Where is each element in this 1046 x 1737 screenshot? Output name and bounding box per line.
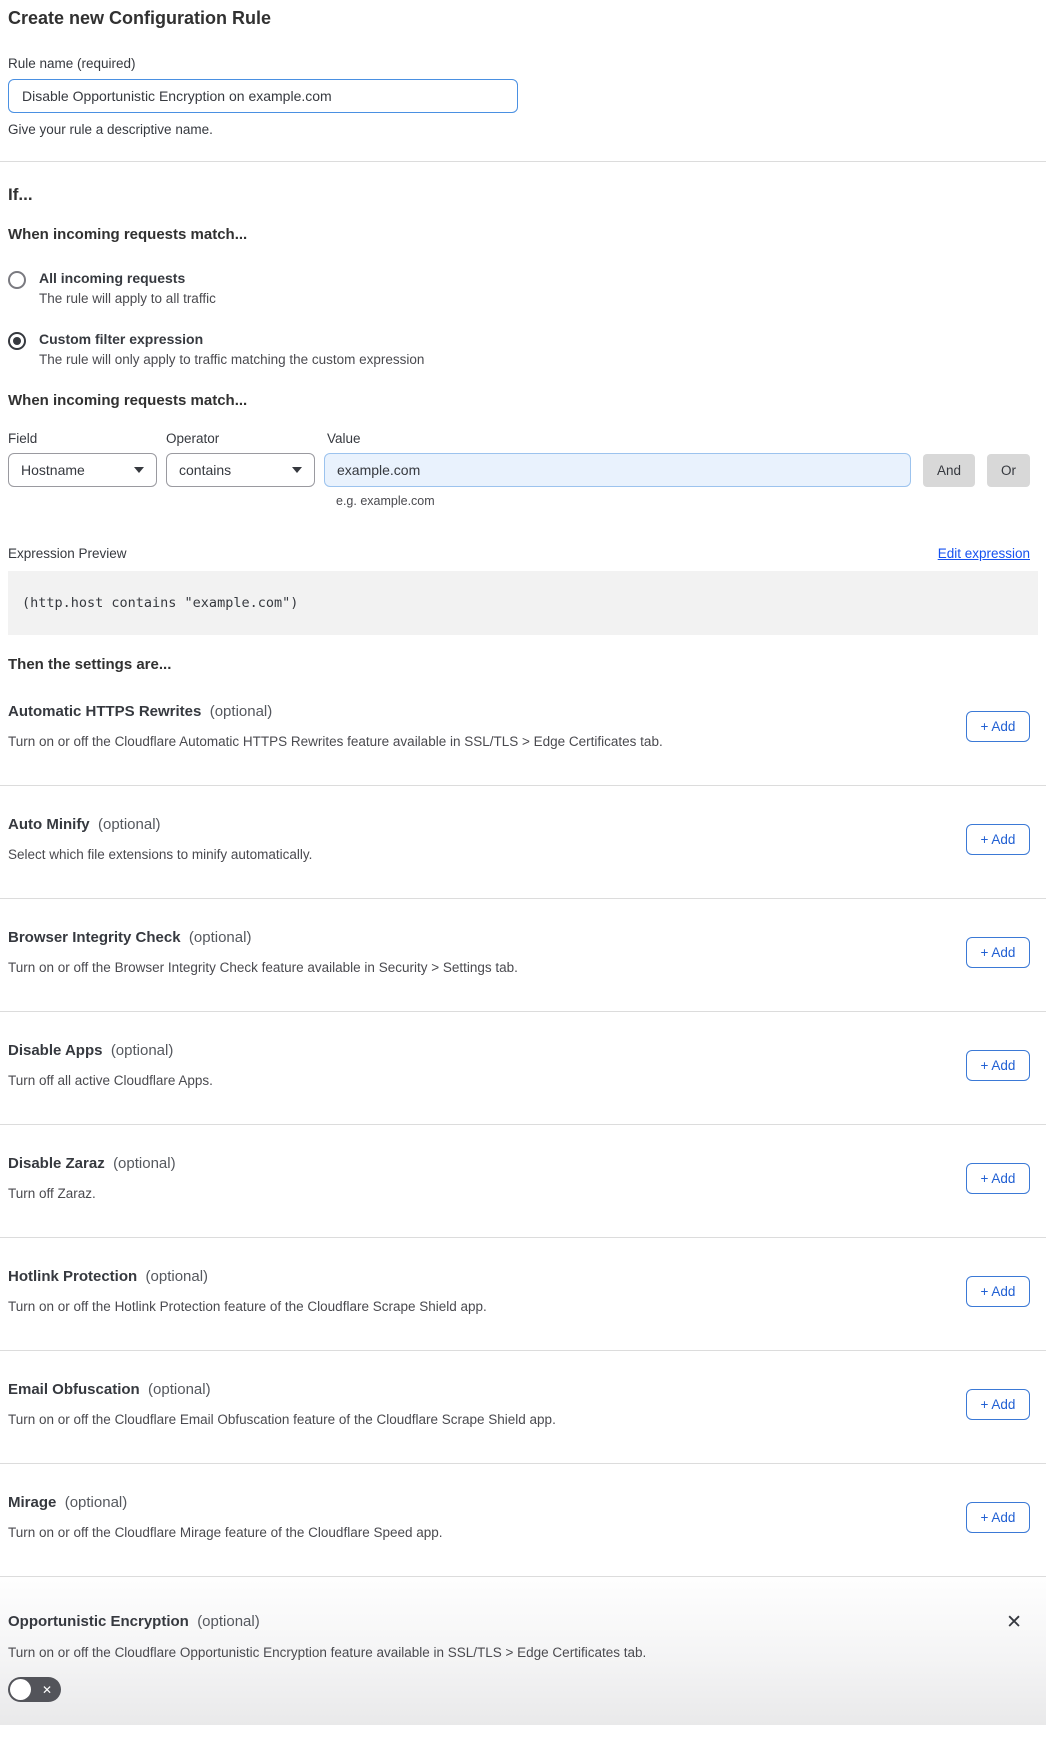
setting-description: Turn off Zaraz. (8, 1186, 96, 1201)
setting-title-row (8, 1268, 487, 1285)
add-setting-button[interactable]: + Add (966, 711, 1030, 742)
setting-item (0, 899, 1046, 1012)
value-hint: e.g. example.com (336, 494, 435, 508)
expression-builder-heading: When incoming requests match... (8, 392, 248, 409)
rule-name-input[interactable] (8, 79, 518, 113)
optional-label: (optional) (110, 1042, 174, 1059)
page-title: Create new Configuration Rule (8, 8, 272, 28)
setting-title-row (8, 1155, 176, 1172)
add-setting-button[interactable]: + Add (966, 1502, 1030, 1533)
setting-description: Select which file extensions to minify automatically. (8, 847, 313, 862)
setting-item (0, 1464, 1046, 1577)
setting-item (0, 673, 1046, 786)
setting-item (0, 786, 1046, 899)
expression-preview-code (8, 571, 1038, 635)
add-setting-button[interactable]: + Add (966, 824, 1030, 855)
field-select[interactable] (8, 453, 157, 487)
add-setting-button[interactable]: + Add (966, 1389, 1030, 1420)
optional-label: (optional) (98, 816, 161, 833)
setting-description: Turn off all active Cloudflare Apps. (8, 1073, 213, 1088)
match-heading: When incoming requests match... (8, 226, 248, 243)
setting-title: Opportunistic Encryption (8, 1613, 189, 1630)
setting-title-row (8, 703, 663, 720)
setting-description: Turn on or off the Hotlink Protection feature of the Cloudflare Scrape Shield app. (8, 1299, 487, 1314)
radio-icon[interactable] (8, 332, 26, 350)
setting-title: Email Obfuscation (8, 1381, 140, 1398)
radio-custom-filter-expression[interactable] (8, 331, 1030, 367)
optional-label: (optional) (145, 1268, 209, 1285)
optional-label: (optional) (148, 1381, 211, 1398)
radio-description: The rule will only apply to traffic matching the custom expression (39, 352, 425, 367)
settings-heading: Then the settings are... (8, 656, 172, 673)
add-setting-button[interactable]: + Add (966, 937, 1030, 968)
setting-description: Turn on or off the Cloudflare Opportunistic Encryption feature available in SSL/TLS > Edge Certificates tab. (8, 1645, 647, 1660)
optional-label: (optional) (197, 1613, 260, 1630)
optional-label: (optional) (113, 1155, 176, 1172)
setting-item (0, 1125, 1046, 1238)
optional-label: (optional) (209, 703, 273, 720)
request-match-radio-group (8, 270, 1030, 367)
setting-title-row (8, 816, 312, 833)
toggle-knob (10, 1679, 31, 1700)
builder-labels-row (8, 431, 1030, 446)
if-heading: If... (8, 185, 33, 204)
setting-item (0, 1012, 1046, 1125)
setting-title-row (8, 1381, 556, 1398)
opportunistic-encryption-toggle[interactable] (8, 1677, 61, 1702)
expression-builder-row (8, 453, 1030, 487)
setting-description: Turn on or off the Browser Integrity Check feature available in Security > Settings tab. (8, 960, 518, 975)
setting-title: Hotlink Protection (8, 1268, 138, 1285)
section-divider (0, 161, 1046, 162)
operator-label: Operator (166, 431, 220, 446)
value-label: Value (327, 431, 361, 446)
optional-label: (optional) (188, 929, 252, 946)
and-button[interactable]: And (923, 454, 975, 487)
or-button[interactable]: Or (987, 454, 1030, 487)
rule-name-help: Give your rule a descriptive name. (8, 122, 213, 137)
setting-item (0, 1351, 1046, 1464)
setting-description: Turn on or off the Cloudflare Mirage feature of the Cloudflare Speed app. (8, 1525, 443, 1540)
optional-label: (optional) (64, 1494, 128, 1511)
setting-title: Disable Apps (8, 1042, 103, 1059)
radio-label: Custom filter expression (39, 331, 204, 347)
rule-name-label: Rule name (required) (8, 56, 136, 71)
expression-code-text: (http.host contains "example.com") (22, 595, 299, 611)
add-setting-button[interactable]: + Add (966, 1276, 1030, 1307)
setting-title-row (8, 929, 518, 946)
add-setting-button[interactable]: + Add (966, 1163, 1030, 1194)
add-setting-button[interactable]: + Add (966, 1050, 1030, 1081)
toggle-off-x-icon: ✕ (41, 1682, 52, 1697)
edit-expression-link[interactable]: Edit expression (937, 546, 1030, 561)
chevron-down-icon (292, 467, 302, 473)
operator-select[interactable] (166, 453, 315, 487)
chevron-down-icon (134, 467, 144, 473)
expression-preview-row (8, 546, 1030, 561)
settings-list (8, 673, 1030, 1577)
setting-opportunistic-encryption (0, 1577, 1046, 1725)
radio-label: All incoming requests (39, 270, 186, 286)
setting-title: Automatic HTTPS Rewrites (8, 703, 202, 720)
value-input[interactable] (324, 453, 911, 487)
field-label: Field (8, 431, 38, 446)
setting-title-row (8, 1613, 260, 1630)
operator-select-value: contains (179, 462, 232, 478)
setting-description: Turn on or off the Cloudflare Automatic HTTPS Rewrites feature available in SSL/TLS > Edge Certificates tab. (8, 734, 663, 749)
setting-title-row (8, 1494, 443, 1511)
setting-title: Disable Zaraz (8, 1155, 105, 1172)
close-icon[interactable]: ✕ (1006, 1612, 1022, 1633)
radio-description: The rule will apply to all traffic (39, 291, 216, 306)
setting-title: Browser Integrity Check (8, 929, 181, 946)
field-select-value: Hostname (21, 462, 85, 478)
setting-item (0, 1238, 1046, 1351)
radio-icon[interactable] (8, 271, 26, 289)
expression-preview-label: Expression Preview (8, 546, 127, 561)
setting-description: Turn on or off the Cloudflare Email Obfuscation feature of the Cloudflare Scrape Shield app. (8, 1412, 556, 1427)
setting-title: Auto Minify (8, 816, 90, 833)
setting-title: Mirage (8, 1494, 57, 1511)
setting-title-row (8, 1042, 213, 1059)
radio-all-incoming-requests[interactable] (8, 270, 1030, 306)
